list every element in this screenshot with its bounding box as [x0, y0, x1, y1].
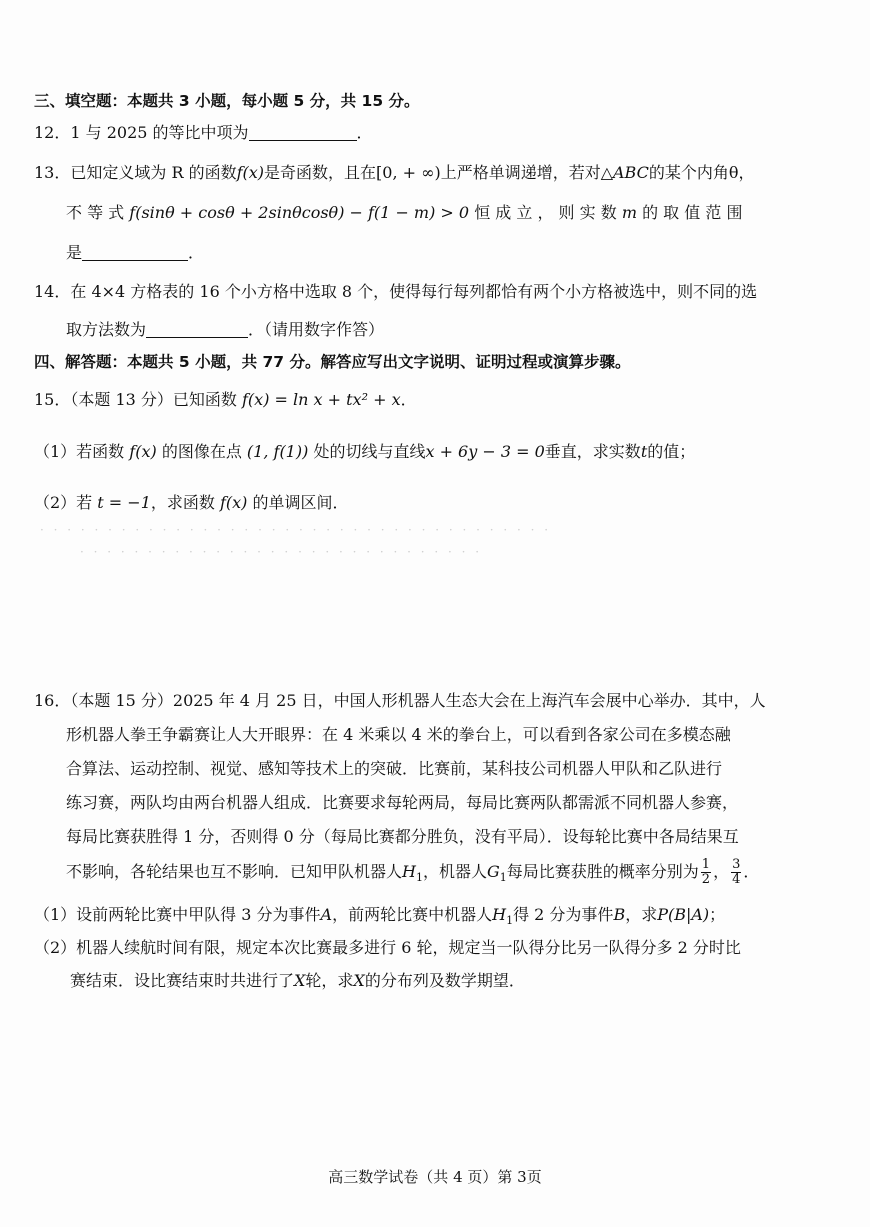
- question-15-part-1: （1）若函数 f(x) 的图像在点 (1, f(1)) 处的切线与直线x + 6y − 3 = 0垂直，求实数t的值；: [34, 442, 696, 461]
- answer-blank: [82, 244, 188, 261]
- question-16-line-5: 每局比赛获胜得 1 分，否则得 0 分（每局比赛都分胜负，没有平局）．设每轮比赛中各局结果互: [66, 827, 739, 846]
- question-16-part-2-line-2: 赛结束．设比赛结束时共进行了X轮，求X的分布列及数学期望．: [70, 971, 525, 990]
- question-13-line-2: 不 等 式 f(sinθ + cosθ + 2sinθcosθ) − f(1 − m) > 0 恒 成 立 ， 则 实 数 m 的 取 值 范 围: [66, 203, 743, 222]
- bleed-through-noise: · · · · · · · · · · · · · · · · · · · · · · · · · · · · · ·: [80, 545, 483, 559]
- fraction-one-half: $\frac{1}{2}$: [701, 857, 711, 887]
- question-16-line-6: 不影响，各轮结果也互不影响．已知甲队机器人$H_1$，机器人$G_1$每局比赛获胜的概率分别为 $\frac{1}{2}$ ， $\frac{3}{4}$ ．: [66, 857, 760, 887]
- question-16-line-1: 16．（本题 15 分）2025 年 4 月 25 日，中国人形机器人生态大会在上海汽车会展中心举办．其中，人: [34, 691, 766, 710]
- question-13-line-3: 是 ．: [66, 243, 205, 262]
- answer-blank: [249, 124, 357, 141]
- question-12: 12．1 与 2025 的等比中项为 ．: [34, 123, 373, 142]
- question-14-line-1: 14．在 4×4 方格表的 16 个小方格中选取 8 个，使得每行每列都恰有两个小方格被选中，则不同的选: [34, 282, 758, 301]
- answer-blank: [146, 321, 248, 338]
- question-16-part-1: （1）设前两轮比赛中甲队得 3 分为事件A，前两轮比赛中机器人$H_1$得 2 分为事件B，求P(B|A)；: [34, 905, 726, 928]
- page-footer: 高三数学试卷（共 4 页）第 3页: [328, 1168, 542, 1186]
- question-15-part-2: （2）若 t = −1，求函数 f(x) 的单调区间．: [34, 493, 349, 512]
- question-15-stem: 15．（本题 13 分）已知函数 f(x) = ln x + tx² + x．: [34, 390, 417, 409]
- question-16-line-4: 练习赛，两队均由两台机器人组成．比赛要求每轮两局，每局比赛两队都需派不同机器人参赛，: [66, 793, 739, 812]
- section-3-heading: 三、填空题：本题共 3 小题，每小题 5 分，共 15 分。: [34, 92, 420, 110]
- question-16-line-2: 形机器人拳王争霸赛让人大开眼界：在 4 米乘以 4 米的拳台上，可以看到各家公司在多模态融: [66, 725, 731, 744]
- question-16-line-3: 合算法、运动控制、视觉、感知等技术上的突破．比赛前，某科技公司机器人甲队和乙队进行: [66, 759, 723, 778]
- fraction-three-quarters: $\frac{3}{4}$: [732, 857, 741, 887]
- question-13-line-1: 13．已知定义域为 R 的函数f(x)是奇函数，且在[0, + ∞)上严格单调递增，若对△ABC的某个内角θ，: [34, 163, 755, 182]
- bleed-through-noise: · · · · · · · · · · · · · · · · · · · · · · · · · · · · · · · · · · · · · ·: [40, 523, 552, 537]
- question-14-line-2: 取方法数为 ．（请用数字作答）: [66, 320, 385, 339]
- question-16-part-2-line-1: （2）机器人续航时间有限，规定本次比赛最多进行 6 轮，规定当一队得分比另一队得分多 2 分时比: [34, 938, 741, 957]
- section-4-heading: 四、解答题：本题共 5 小题，共 77 分。解答应写出文字说明、证明过程或演算步骤。: [34, 353, 631, 371]
